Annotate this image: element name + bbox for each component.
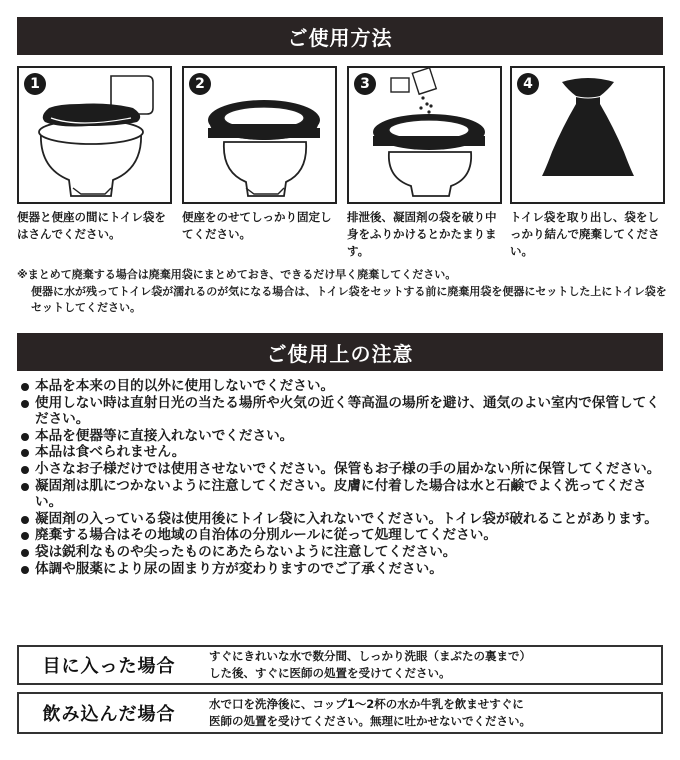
step-1-number: 1 xyxy=(24,73,46,95)
step-3 xyxy=(347,66,502,260)
caution-list xyxy=(20,378,670,577)
usage-note-line2: 便器に水が残ってトイレ袋が濡れるのが気になる場合は、トイレ袋をセットする前に廃棄用袋を便器にセットした上にトイレ袋をセットしてください。 xyxy=(31,284,667,314)
step-4-illustration xyxy=(510,66,665,204)
caution-item: 本品は食べられません。 xyxy=(20,444,670,461)
usage-note-line1: ※まとめて廃棄する場合は廃棄用袋にまとめておき、できるだけ早く廃棄してください。 xyxy=(17,268,457,281)
step-3-illustration xyxy=(347,66,502,204)
swallowed-title: 飲み込んだ場合 xyxy=(42,704,176,725)
step-4-caption: トイレ袋を取り出し、袋をしっかり結んで廃棄してください。 xyxy=(510,210,660,258)
step-2-number: 2 xyxy=(189,73,211,95)
swallowed-text xyxy=(199,696,531,730)
caution-item: 本品を本来の目的以外に使用しないでください。 xyxy=(20,378,670,395)
usage-title: ご使用方法 xyxy=(287,25,393,50)
swallowed-box xyxy=(17,692,663,734)
caution-item: 使用しない時は直射日光の当たる場所や火気の近く等高温の場所を避け、通気のよい室内で保管してください。 xyxy=(20,395,670,428)
eye-contact-line1: すぐにきれいな水で数分間、しっかり洗眼（まぶたの裏まで） xyxy=(209,649,531,663)
caution-item: 袋は鋭利なものや尖ったものにあたらないように注意してください。 xyxy=(20,544,670,561)
caution-item: 凝固剤は肌につかないように注意してください。皮膚に付着した場合は水と石鹸でよく洗ってください。 xyxy=(20,478,670,511)
step-2-caption: 便座をのせてしっかり固定してください。 xyxy=(182,210,332,241)
usage-note xyxy=(17,267,667,317)
caution-item: 本品を便器等に直接入れないでください。 xyxy=(20,428,670,445)
usage-section-header xyxy=(17,17,663,55)
usage-steps xyxy=(17,66,665,258)
eye-contact-line2: した後、すぐに医師の処置を受けてください。 xyxy=(209,666,451,680)
step-1-illustration xyxy=(17,66,172,204)
step-2-illustration xyxy=(182,66,337,204)
step-4-number: 4 xyxy=(517,73,539,95)
step-1 xyxy=(17,66,172,243)
caution-item: 凝固剤の入っている袋は使用後にトイレ袋に入れないでください。トイレ袋が破れることがあります。 xyxy=(20,511,670,528)
caution-item: 小さなお子様だけでは使用させないでください。保管もお子様の手の届かない所に保管してください。 xyxy=(20,461,670,478)
cautions-title: ご使用上の注意 xyxy=(266,341,414,366)
step-1-caption: 便器と便座の間にトイレ袋をはさんでください。 xyxy=(17,210,166,241)
eye-contact-text xyxy=(199,648,531,682)
cautions-section-header xyxy=(17,333,663,371)
swallowed-line2: 医師の処置を受けてください。無理に吐かせないでください。 xyxy=(209,714,531,728)
eye-contact-title: 目に入った場合 xyxy=(42,656,176,677)
eye-contact-box xyxy=(17,645,663,685)
step-3-number: 3 xyxy=(354,73,376,95)
step-2 xyxy=(182,66,337,243)
step-4 xyxy=(510,66,665,260)
caution-item: 体調や服薬により尿の固まり方が変わりますのでご了承ください。 xyxy=(20,561,670,578)
swallowed-line1: 水で口を洗浄後に、コップ1〜2杯の水か牛乳を飲ませすぐに xyxy=(209,697,524,711)
step-3-caption: 排泄後、凝固剤の袋を破り中身をふりかけるとかたまります。 xyxy=(347,210,497,258)
caution-item: 廃棄する場合はその地域の自治体の分別ルールに従って処理してください。 xyxy=(20,527,670,544)
